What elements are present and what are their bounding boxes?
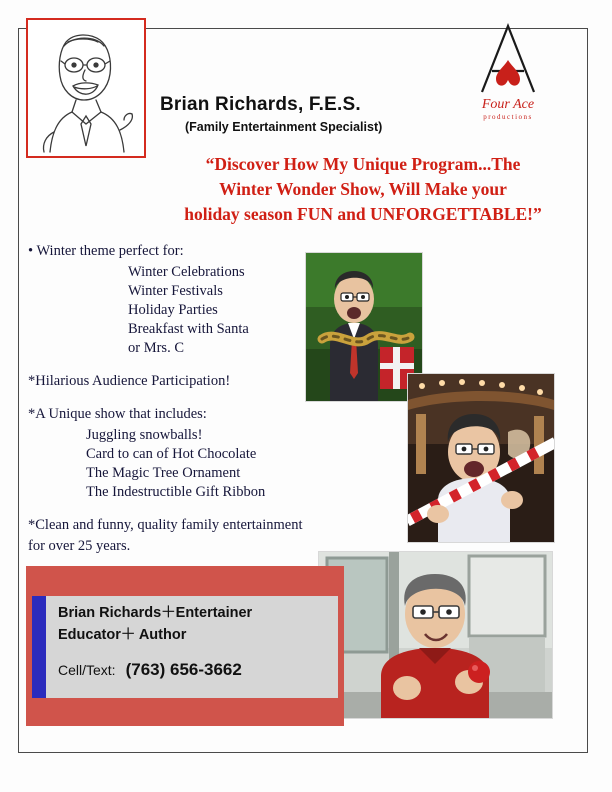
clean-and-funny-line-2: for over 25 years. <box>28 538 131 554</box>
winter-theme-item: Winter Festivals <box>128 283 223 299</box>
headline <box>148 152 578 227</box>
headline-line-2: Winter Wonder Show, Will Make your <box>219 179 507 199</box>
performer-name: Brian Richards, F.E.S. <box>160 94 361 115</box>
show-contents-item: The Indestructible Gift Ribbon <box>86 484 266 500</box>
contact-line-1: Brian Richards＋Entertainer <box>58 605 253 621</box>
winter-theme-item: Winter Celebrations <box>128 264 245 280</box>
winter-theme-item: or Mrs. C <box>128 340 184 356</box>
section-winter-theme <box>28 242 338 358</box>
contact-band-blue-accent <box>32 596 46 698</box>
four-ace-productions-logo <box>448 16 568 128</box>
photo-snake-prop <box>305 252 423 402</box>
section-show-contents <box>28 405 338 502</box>
section-winter-theme-title: • Winter theme perfect for: <box>28 243 184 259</box>
phone-label: Cell/Text: <box>58 662 116 678</box>
section-audience-participation <box>28 372 338 391</box>
winter-theme-item: Breakfast with Santa <box>128 321 249 337</box>
show-contents-item: Card to can of Hot Chocolate <box>86 446 257 462</box>
winter-theme-item: Holiday Parties <box>128 302 218 318</box>
contact-info <box>58 602 334 680</box>
svg-text:Four Ace: Four Ace <box>481 97 535 112</box>
show-contents-title: *A Unique show that includes: <box>28 406 207 422</box>
photo-red-shirt-ball <box>318 551 553 719</box>
show-contents-item: Juggling snowballs! <box>86 427 203 443</box>
caricature-icon <box>28 20 144 156</box>
contact-phone <box>58 660 334 680</box>
phone-number[interactable]: (763) 656-3662 <box>125 660 242 679</box>
headline-line-3: holiday season FUN and UNFORGETTABLE!” <box>184 204 542 224</box>
contact-line-2: Educator＋ Author <box>58 627 187 643</box>
svg-text:productions: productions <box>483 113 533 121</box>
headshot-portrait <box>26 18 146 158</box>
body-copy <box>28 242 338 558</box>
show-contents-item: The Magic Tree Ornament <box>86 465 241 481</box>
clean-and-funny-line-1: *Clean and funny, quality family entertainment <box>28 517 303 533</box>
audience-participation-title: *Hilarious Audience Participation! <box>28 373 231 389</box>
performer-credential: (Family Entertainment Specialist) <box>185 120 383 134</box>
photo-candy-cane-carousel <box>407 373 555 543</box>
section-clean-and-funny <box>28 516 338 556</box>
headline-line-1: “Discover How My Unique Program...The <box>205 154 521 174</box>
